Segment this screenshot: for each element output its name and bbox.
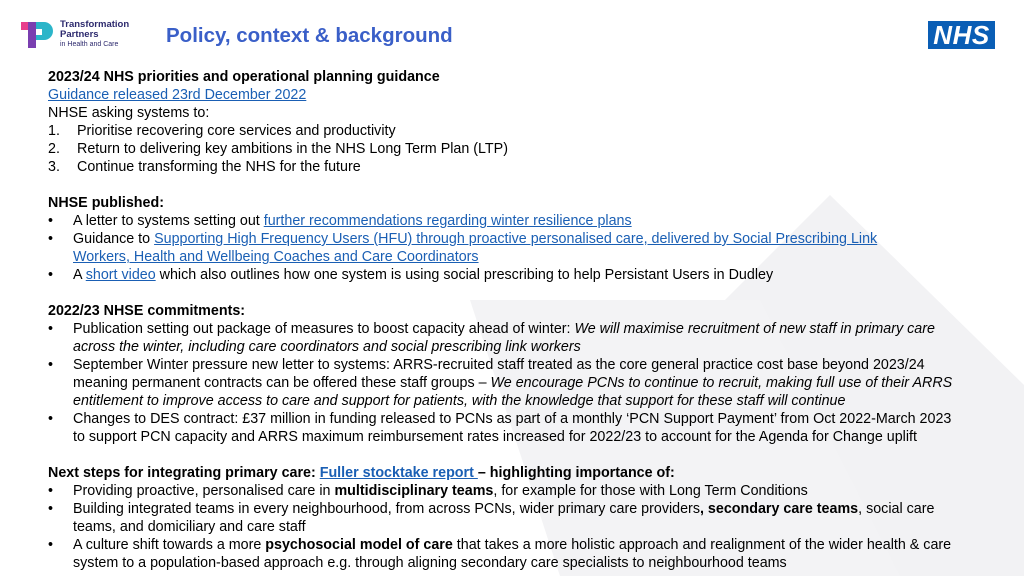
commitment-item-1-cont: across the winter, including care coordinators and social prescribing link workers (73, 339, 581, 355)
published-item-3: • A short video which also outlines how one system is using social prescribing to help Persistant Users in Dudley (48, 267, 774, 283)
nextsteps-heading: Next steps for integrating primary care: Fuller stocktake report – highlighting importance of: (48, 465, 675, 481)
main-content (48, 68, 1008, 572)
logo-line-3: in Health and Care (60, 41, 119, 48)
nextsteps-item-2-cont: teams, and domiciliary and care staff (73, 519, 306, 535)
commitments-heading: 2022/23 NHSE commitments: (48, 303, 246, 319)
winter-resilience-link[interactable]: further recommendations regarding winter resilience plans (263, 213, 632, 229)
commitment-item-1: • Publication setting out package of measures to boost capacity ahead of winter: We will maximise recruitment of new staff in primary care (48, 321, 935, 337)
priority-item-2: 2. Return to delivering key ambitions in the NHS Long Term Plan (LTP) (48, 141, 508, 157)
nextsteps-item-3: • A culture shift towards a more psychosocial model of care that takes a more holistic approach and realignment of the wider health & care (48, 537, 952, 553)
nextsteps-item-1: • Providing proactive, personalised care in multidisciplinary teams, for example for those with Long Term Conditions (48, 483, 808, 499)
published-heading: NHSE published: (48, 195, 164, 211)
nextsteps-item-2: • Building integrated teams in every neighbourhood, from across PCNs, wider primary care providers, secondary care teams, social care (48, 501, 935, 517)
priorities-intro: NHSE asking systems to: (48, 105, 210, 121)
hfu-guidance-link[interactable]: Supporting High Frequency Users (HFU) through proactive personalised care, delivered by Social Prescribing Link (154, 231, 878, 247)
commitment-item-2-cont: meaning permanent contracts can be offered these staff groups – We encourage PCNs to continue to recruit, making full use of their ARRS (73, 375, 953, 391)
nextsteps-item-3-cont: system to a population-based approach e.g. through aligning secondary care specialists to neighbourhood teams (73, 555, 787, 571)
fuller-stocktake-link[interactable]: Fuller stocktake report (319, 465, 478, 481)
short-video-link[interactable]: short video (85, 267, 156, 283)
commitment-item-3: • Changes to DES contract: £37 million in funding released to PCNs as part of a monthly ‘PCN Support Payment’ from Oct 2022-March 2023 (48, 411, 952, 427)
priority-item-1: 1. Prioritise recovering core services and productivity (48, 123, 396, 139)
guidance-link[interactable]: Guidance released 23rd December 2022 (48, 87, 307, 103)
published-item-1: • A letter to systems setting out further recommendations regarding winter resilience plans (48, 213, 632, 229)
commitment-item-2: • September Winter pressure new letter to systems: ARRS-recruited staff treated as the core general practice cost base beyond 2023/24 (48, 357, 925, 373)
page-title: Policy, context & background (166, 24, 453, 47)
priority-item-3: 3. Continue transforming the NHS for the future (48, 159, 361, 175)
hfu-guidance-link-cont[interactable]: Workers, Health and Wellbeing Coaches and Care Coordinators (73, 249, 479, 265)
tp-logo-icon (20, 19, 56, 51)
logo-line-2: Partners (60, 29, 99, 40)
transformation-partners-logo (20, 18, 150, 52)
priorities-heading: 2023/24 NHS priorities and operational planning guidance (48, 69, 440, 85)
commitment-item-2-cont2: entitlement to improve access to care and support for patients, with the knowledge that support for these staff will continue (73, 393, 846, 409)
published-item-2: • Guidance to Supporting High Frequency Users (HFU) through proactive personalised care, delivered by Social Prescribing Link (48, 231, 878, 247)
commitment-item-3-cont: to support PCN capacity and ARRS maximum reimbursement rates increased for 2022/23 to account for the Agenda for Change uplift (73, 429, 917, 445)
nhs-logo: NHS (928, 21, 995, 49)
logo-line-1: Transformation (60, 19, 130, 30)
